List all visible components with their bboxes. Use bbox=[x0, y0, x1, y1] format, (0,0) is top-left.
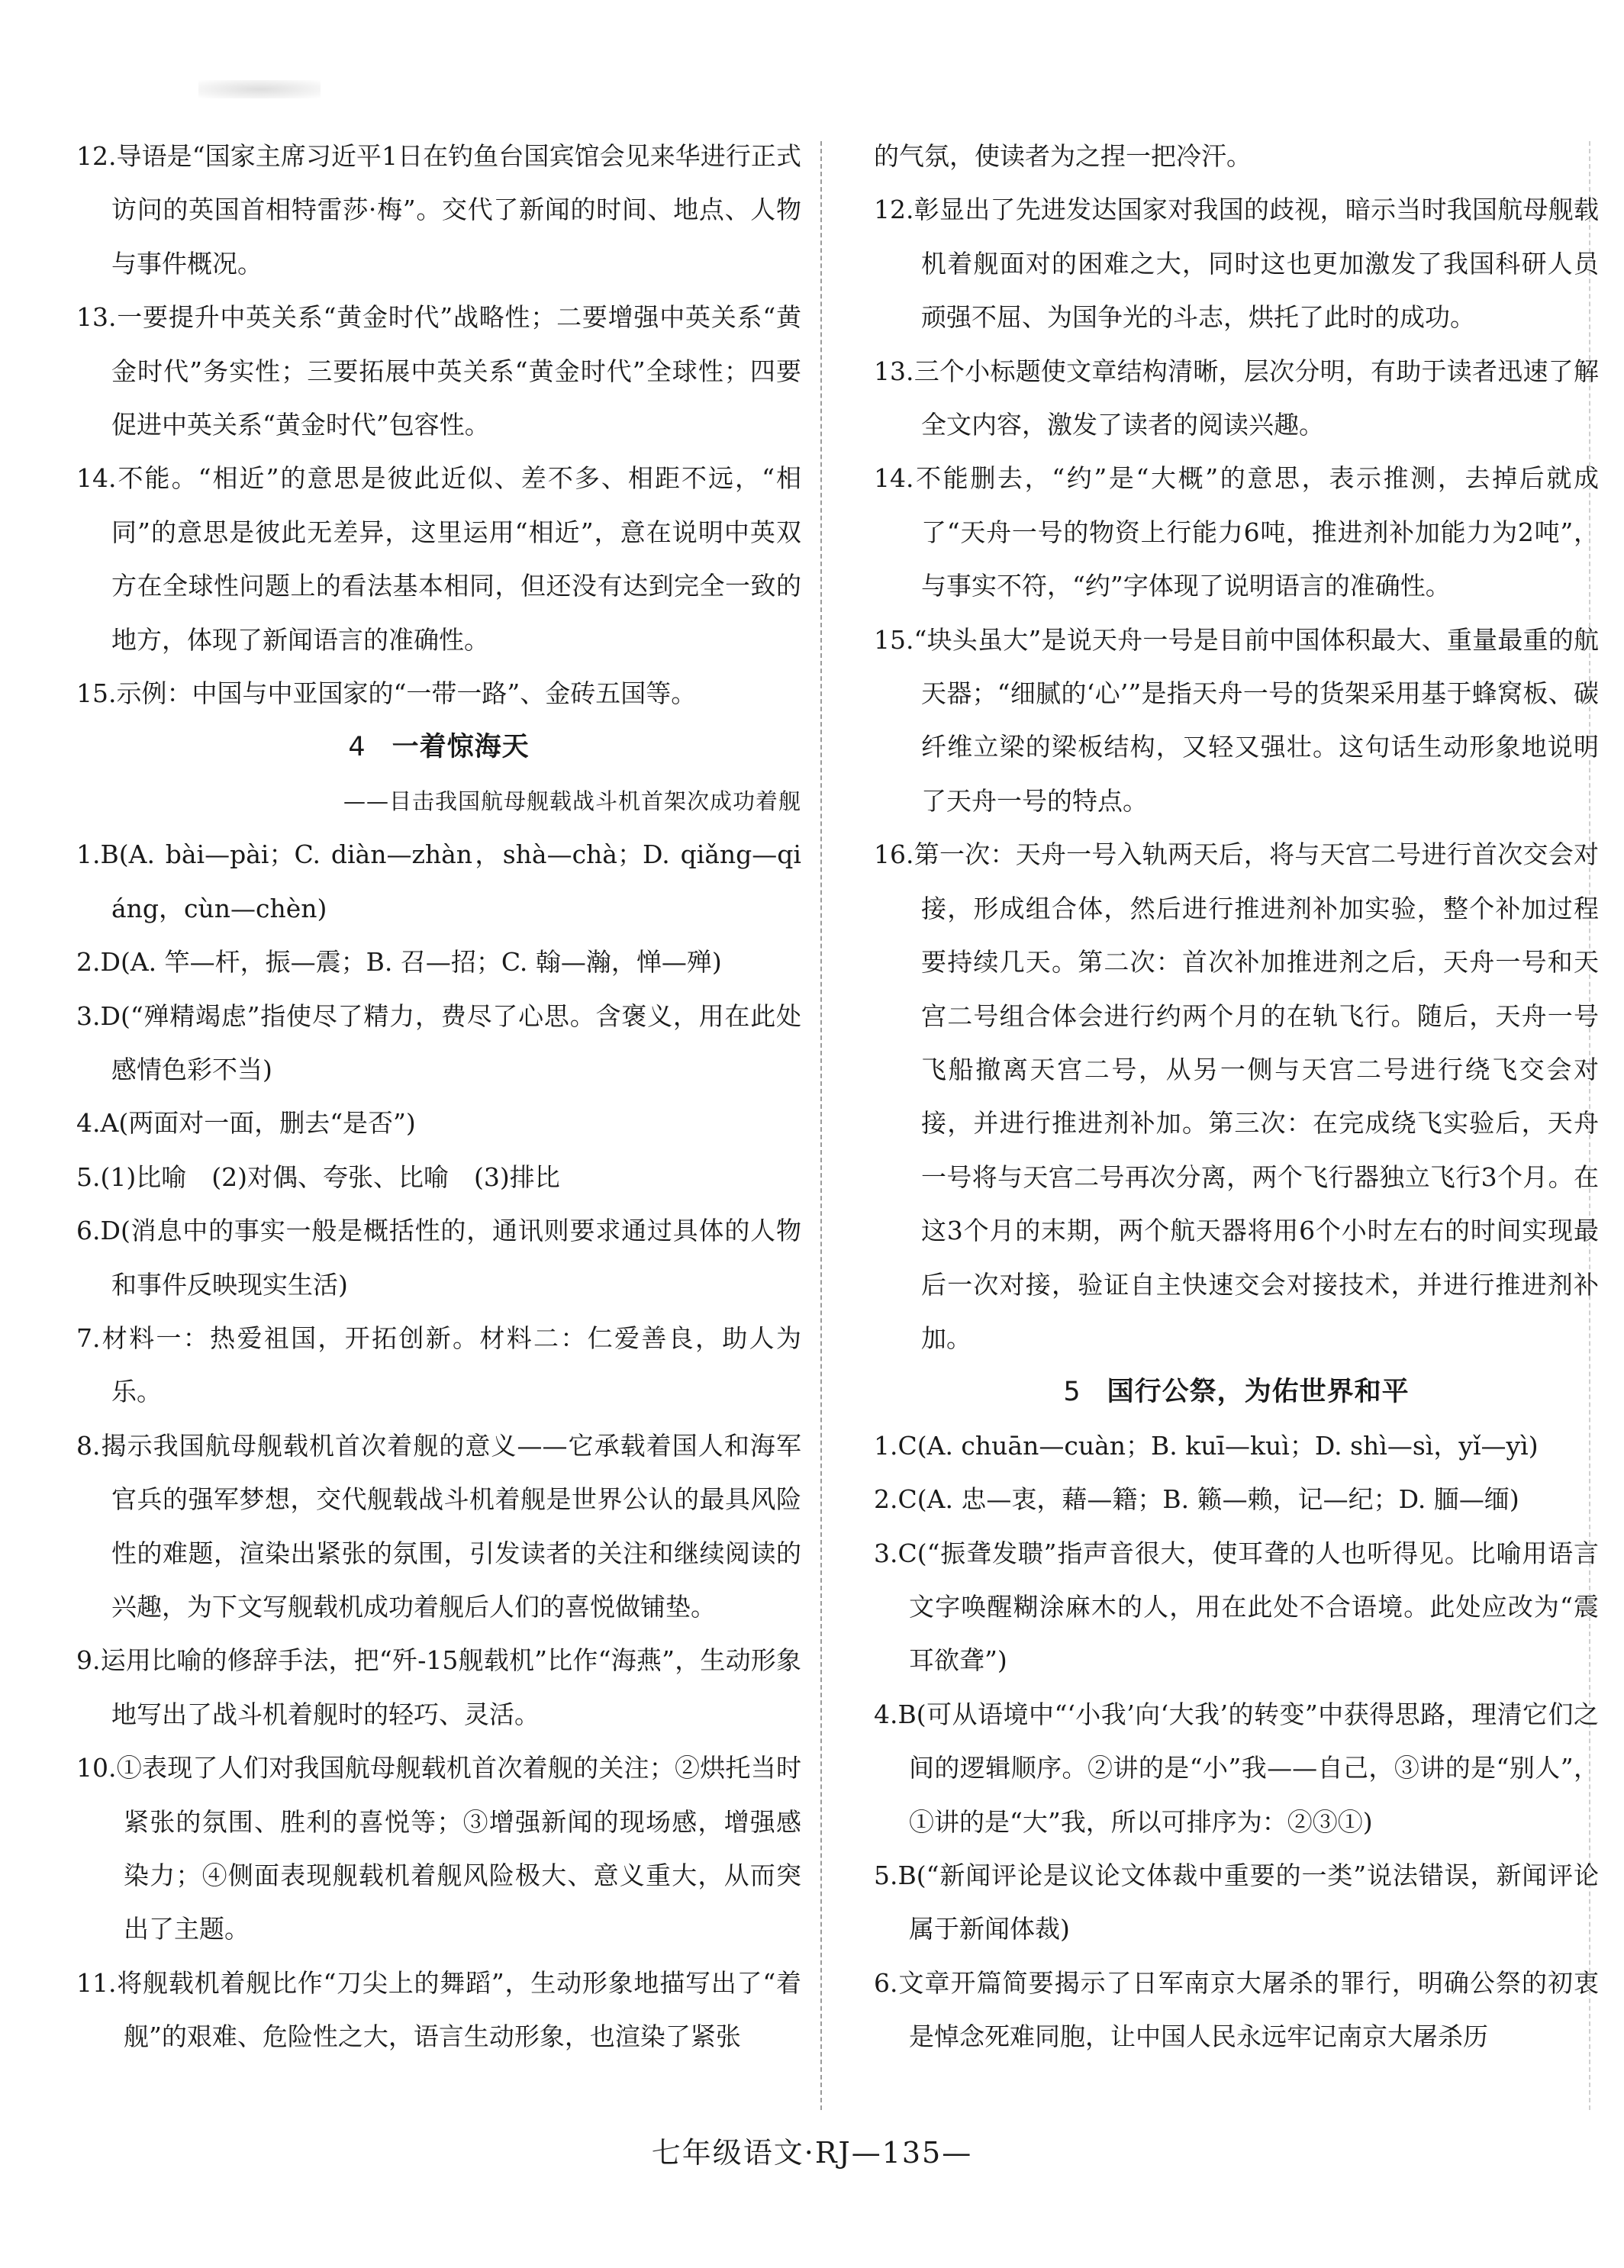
answer-item: 1.C(A. chuān—cuàn；B. kuī—kuì；D. shì—sì，yǐ—yì) bbox=[874, 1430, 1539, 1461]
answer-item: 7.材料一：热爱祖国，开拓创新。材料二：仁爱善良，助人为乐。 bbox=[76, 1322, 801, 1407]
answer-item: 14.不能。“相近”的意思是彼此近似、差不多、相距不远，“相同”的意思是彼此无差异，这里运用“相近”，意在说明中英双方在全球性问题上的看法基本相同，但还没有达到完全一致的地方，体现了新闻语言的准确性。 bbox=[76, 463, 801, 655]
answer-item: 14.不能删去，“约”是“大概”的意思，表示推测，去掉后就成了“天舟一号的物资上行能力6吨，推进剂补加能力为2吨”，与事实不符，“约”字体现了说明语言的准确性。 bbox=[874, 463, 1599, 601]
section-title: 一着惊海天 bbox=[392, 732, 530, 763]
section-heading bbox=[76, 720, 801, 774]
section-number: 4 bbox=[348, 732, 366, 763]
answer-item: 13.一要提升中英关系“黄金时代”战略性；二要增强中英关系“黄金时代”务实性；三要拓展中英关系“黄金时代”全球性；四要促进中英关系“黄金时代”包容性。 bbox=[76, 302, 801, 440]
section-subtitle: ——目击我国航母舰载战斗机首架次成功着舰 bbox=[343, 788, 801, 814]
answer-continuation: 的气氛，使读者为之捏一把冷汗。 bbox=[874, 141, 1252, 171]
page-footer: 七年级语文·RJ—135— bbox=[651, 2136, 973, 2170]
left-column bbox=[76, 130, 801, 2064]
answer-item: 12.彰显出了先进发达国家对我国的歧视，暗示当时我国航母舰载机着舰面对的困难之大，同时这也更加激发了我国科研人员顽强不屈、为国争光的斗志，烘托了此时的成功。 bbox=[874, 195, 1599, 333]
answer-item: 6.文章开篇简要揭示了日军南京大屠杀的罪行，明确公祭的初衷是悼念死难同胞，让中国人民永远牢记南京大屠杀历 bbox=[874, 1967, 1599, 2052]
answer-item: 5.(1)比喻 (2)对偶、夸张、比喻 (3)排比 bbox=[76, 1161, 560, 1192]
answer-item: 3.D(“殚精竭虑”指使尽了精力，费尽了心思。含褒义，用在此处感情色彩不当) bbox=[76, 1000, 801, 1084]
section-number: 5 bbox=[1063, 1377, 1081, 1408]
answer-item: 9.运用比喻的修辞手法，把“歼-15舰载机”比作“海燕”，生动形象地写出了战斗机着舰时的轻巧、灵活。 bbox=[76, 1645, 801, 1729]
answer-item: 2.D(A. 竿—杆，振—震；B. 召—招；C. 翰—瀚，惮—殚) bbox=[76, 947, 722, 978]
answer-item: 3.C(“振聋发聩”指声音很大，使耳聋的人也听得见。比喻用语言文字唤醒糊涂麻木的人，用在此处不合语境。此处应改为“震耳欲聋”) bbox=[874, 1538, 1599, 1676]
answer-item: 5.B(“新闻评论是议论文体裁中重要的一类”说法错误，新闻评论属于新闻体裁) bbox=[874, 1860, 1599, 1944]
scan-smudge bbox=[198, 80, 321, 98]
answer-item: 1.B(A. bài—pài；C. diàn—zhàn，shà—chà；D. qiǎng—qiáng，cùn—chèn) bbox=[76, 839, 801, 923]
answer-item: 4.A(两面对一面，删去“是否”) bbox=[76, 1108, 416, 1139]
answer-item: 11.将舰载机着舰比作“刀尖上的舞蹈”，生动形象地描写出了“着舰”的艰难、危险性之大，语言生动形象，也渲染了紧张 bbox=[76, 1967, 801, 2052]
answer-item: 13.三个小标题使文章结构清晰，层次分明，有助于读者迅速了解全文内容，激发了读者的阅读兴趣。 bbox=[874, 356, 1599, 440]
right-column bbox=[874, 130, 1599, 2064]
answer-item: 12.导语是“国家主席习近平1日在钓鱼台国宾馆会见来华进行正式访问的英国首相特雷莎·梅”。交代了新闻的时间、地点、人物与事件概况。 bbox=[76, 141, 801, 279]
answer-item: 15.示例：中国与中亚国家的“一带一路”、金砖五国等。 bbox=[76, 678, 697, 709]
answer-item: 2.C(A. 忠—衷，藉—籍；B. 籁—赖，记—纪；D. 腼—缅) bbox=[874, 1484, 1519, 1515]
section-heading bbox=[874, 1365, 1599, 1419]
answer-item: 6.D(消息中的事实一般是概括性的，通讯则要求通过具体的人物和事件反映现实生活) bbox=[76, 1216, 801, 1300]
answer-item: 8.揭示我国航母舰载机首次着舰的意义——它承载着国人和海军官兵的强军梦想，交代舰载战斗机着舰是世界公认的最具风险性的难题，渲染出紧张的氛围，引发读者的关注和继续阅读的兴趣，为下文写舰载机成功着舰后人们的喜悦做铺垫。 bbox=[76, 1430, 801, 1622]
answer-item: 16.第一次：天舟一号入轨两天后，将与天宫二号进行首次交会对接，形成组合体，然后进行推进剂补加实验，整个补加过程要持续几天。第二次：首次补加推进剂之后，天舟一号和天宫二号组合体会进行约两个月的在轨飞行。随后，天舟一号飞船撤离天宫二号，从另一侧与天宫二号进行绕飞交会对接，并进行推进剂补加。第三次：在完成绕飞实验后，天舟一号将与天宫二号再次分离，两个飞行器独立飞行3个月。在这3个月的末期，两个航天器将用6个小时左右的时间实现最后一次对接，验证自主快速交会对接技术，并进行推进剂补加。 bbox=[874, 839, 1599, 1353]
answer-item: 4.B(可从语境中“‘小我’向‘大我’的转变”中获得思路，理清它们之间的逻辑顺序。②讲的是“小”我——自己，③讲的是“别人”，①讲的是“大”我，所以可排序为：②③①) bbox=[874, 1699, 1599, 1837]
answer-item: 15.“块头虽大”是说天舟一号是目前中国体积最大、重量最重的航天器；“细腻的‘心’”是指天舟一号的货架采用基于蜂窝板、碳纤维立梁的梁板结构，又轻又强壮。这句话生动形象地说明了天舟一号的特点。 bbox=[874, 624, 1599, 816]
answer-item: 10.①表现了人们对我国航母舰载机首次着舰的关注；②烘托当时紧张的氛围、胜利的喜悦等；③增强新闻的现场感，增强感染力；④侧面表现舰载机着舰风险极大、意义重大，从而突出了主题。 bbox=[76, 1753, 801, 1944]
section-title: 国行公祭，为佑世界和平 bbox=[1107, 1377, 1410, 1408]
column-divider bbox=[820, 141, 822, 2110]
